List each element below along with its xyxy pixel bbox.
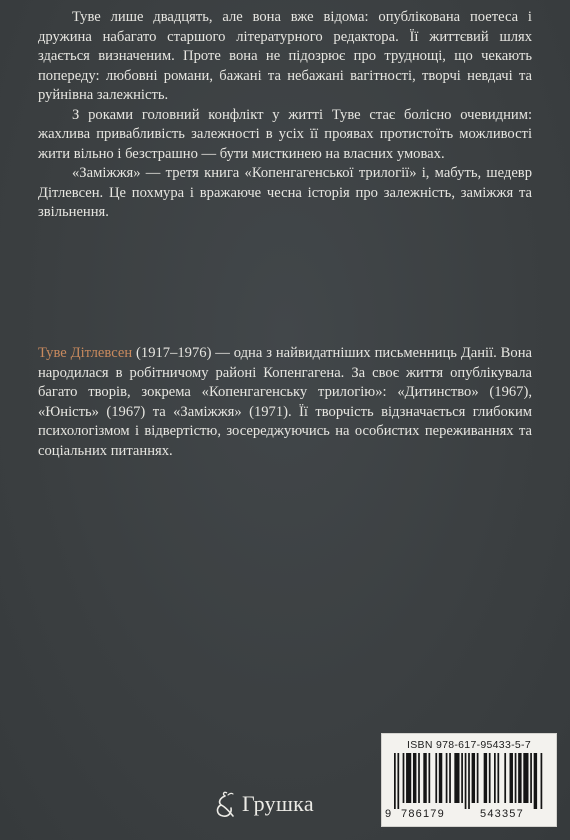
barcode-bar bbox=[472, 753, 475, 803]
barcode-bar bbox=[518, 753, 521, 803]
barcode-bar bbox=[449, 753, 451, 803]
barcode-bar bbox=[423, 753, 426, 803]
barcode-bar bbox=[484, 753, 487, 803]
pear-ampersand-icon bbox=[214, 790, 236, 818]
publisher-name: Грушка bbox=[242, 791, 314, 816]
isbn-barcode bbox=[381, 733, 557, 827]
barcode-bar bbox=[515, 753, 517, 803]
barcode-bar bbox=[403, 753, 405, 803]
barcode-bar bbox=[530, 753, 532, 803]
barcode-bar bbox=[504, 753, 506, 803]
isbn-label: ISBN 978-617-95433-5-7 bbox=[407, 739, 531, 751]
barcode-bar bbox=[413, 753, 416, 803]
barcode-bars bbox=[394, 753, 544, 809]
barcode-bar bbox=[435, 753, 437, 803]
blurb-paragraph: Туве лише двадцять, але вона вже відома: опублікована поетеса і дружина набагато старшого літературного редактора. Її життєвий шлях здається визначеним. Проте вона не підозрює про труднощі, що чекають попереду: любовні романи, бажані та небажані вагітності, творчі невдачі та руйнівна залежність. bbox=[38, 9, 532, 103]
barcode-bar bbox=[465, 753, 467, 809]
author-bio bbox=[38, 344, 532, 461]
barcode-bar bbox=[461, 753, 463, 803]
barcode-digit-group-right: 543357 bbox=[480, 808, 524, 820]
barcode-digit-first: 9 bbox=[385, 808, 393, 820]
barcode-digit-group-left: 786179 bbox=[401, 808, 445, 820]
barcode-bar bbox=[394, 753, 396, 809]
barcode-bar bbox=[397, 753, 399, 809]
book-blurb bbox=[38, 8, 532, 223]
barcode-bar bbox=[406, 753, 411, 803]
barcode-bar bbox=[497, 753, 499, 803]
barcode-bar bbox=[439, 753, 442, 803]
author-name: Туве Дітлевсен bbox=[38, 345, 133, 361]
barcode-bar bbox=[477, 753, 479, 803]
author-bio-text: (1917–1976) — одна з найвидатніших письменниць Данії. Вона народилася в робітничому районі Копенгагена. За своє життя опублікувала багато творів, зокрема «Копенгагенську трилогію»: «Дитинство» (1967), «Юність» (1967) та «Заміжжя» (1971). Її творчість відзначається глибоким психологізмом і відвертістю, зосереджуючись на особистих переживаннях та соціальних питаннях. bbox=[38, 345, 532, 459]
barcode-bar bbox=[418, 753, 420, 803]
barcode-bar bbox=[489, 753, 491, 803]
barcode-bar bbox=[428, 753, 430, 803]
blurb-paragraph: З роками головний конфлікт у житті Туве стає болісно очевидним: жахлива привабливість залежності в усіх її проявах протистоїть можливості жити вільно і безстрашно — бути мисткинею на власних умовах. bbox=[38, 106, 532, 162]
barcode-bar bbox=[454, 753, 459, 803]
barcode-bar bbox=[494, 753, 496, 803]
barcode-bar bbox=[510, 753, 513, 803]
barcode-bar bbox=[446, 753, 448, 803]
publisher-logo bbox=[214, 788, 314, 820]
author-bio-paragraph bbox=[38, 344, 532, 461]
barcode-bar bbox=[468, 753, 470, 809]
blurb-paragraph: «Заміжжя» — третя книга «Копенгагенської трилогії» і, мабуть, шедевр Дітлевсен. Це похмура і вражаюче чесна історія про залежність, заміжжя та звільнення. bbox=[38, 165, 532, 220]
barcode-bar bbox=[523, 753, 528, 803]
barcode-bar bbox=[541, 753, 543, 809]
barcode-bar bbox=[534, 753, 537, 809]
